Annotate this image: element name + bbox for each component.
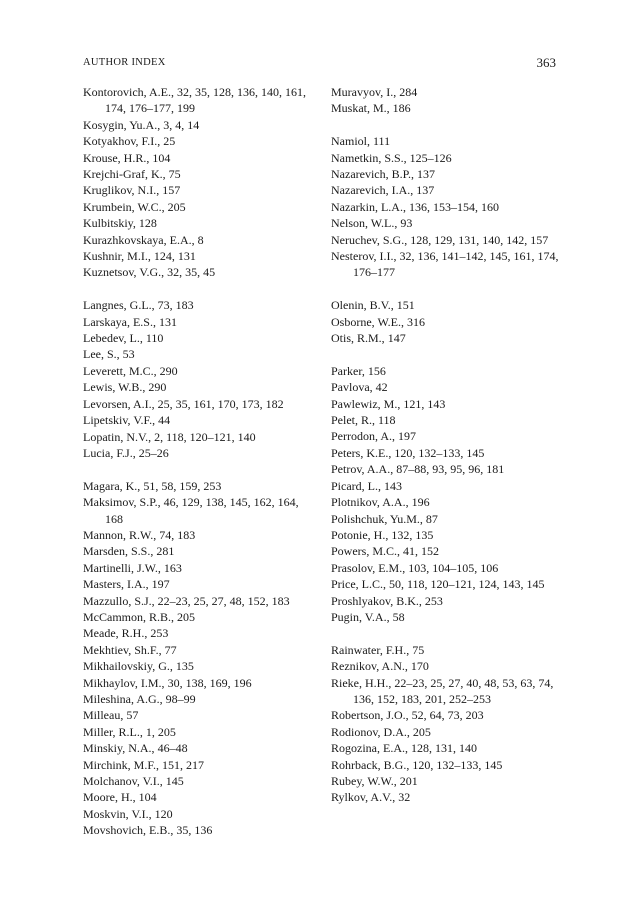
index-entry — [83, 478, 318, 494]
entry-author-name: Pavlova, — [331, 380, 373, 395]
index-entry — [331, 297, 566, 313]
entry-author-name: Kulbitskiy, — [83, 216, 136, 231]
entry-page-refs: 253 — [150, 626, 169, 641]
entry-author-name: Levorsen, A.I., — [83, 396, 155, 411]
entry-author-name: Nazarevich, B.P., — [331, 167, 414, 182]
index-entry — [83, 625, 318, 641]
index-entry — [83, 593, 318, 609]
entry-page-refs: 143 — [384, 478, 402, 493]
entry-author-name: Langnes, G.L., — [83, 298, 155, 313]
entry-author-name: Robertson, J.O., — [331, 708, 409, 723]
entry-page-refs: 290 — [148, 380, 167, 395]
entry-author-name: McCammon, R.B., — [83, 609, 175, 624]
entry-author-name: Krejchi-Graf, K., — [83, 167, 166, 182]
entry-author-name: Kotyakhov, F.I., — [83, 134, 161, 149]
index-entry — [331, 314, 566, 330]
entry-page-refs: 44 — [158, 413, 171, 428]
entry-page-refs: 196 — [411, 495, 430, 510]
index-entry — [83, 691, 318, 707]
entry-page-refs: 1, 205 — [145, 724, 176, 739]
index-entry — [331, 494, 566, 510]
entry-author-name: Mannon, R.W., — [83, 527, 157, 542]
index-entry — [331, 428, 566, 444]
entry-author-name: Peters, K.E., — [331, 445, 392, 460]
entry-page-refs: 41, 152 — [403, 544, 440, 559]
index-entry — [83, 182, 318, 198]
index-entry — [331, 724, 566, 740]
entry-page-refs: 32, 35, 128, 136, 140, 161, 174, 176–177, 199 — [105, 85, 306, 116]
entry-page-refs: 93 — [400, 216, 413, 231]
index-entry — [331, 773, 566, 789]
entry-page-refs: 58 — [392, 609, 405, 624]
letter-group-gap — [83, 461, 318, 477]
entry-author-name: Rogozina, E.A., — [331, 741, 408, 756]
entry-author-name: Nesterov, I.I., — [331, 249, 397, 264]
entry-author-name: Plotnikov, A.A., — [331, 495, 409, 510]
index-entry — [83, 757, 318, 773]
index-entry — [331, 478, 566, 494]
index-entry — [83, 445, 318, 461]
entry-page-refs: 316 — [407, 314, 425, 329]
entry-page-refs: 128, 129, 131, 140, 142, 157 — [410, 232, 549, 247]
entry-page-refs: 290 — [159, 363, 178, 378]
entry-author-name: Lucia, F.J., — [83, 445, 136, 460]
entry-author-name: Muravyov, I., — [331, 85, 397, 99]
index-entry — [331, 461, 566, 477]
entry-page-refs: 30, 138, 169, 196 — [167, 675, 252, 690]
index-entry — [83, 675, 318, 691]
index-entry — [331, 609, 566, 625]
index-entry — [83, 806, 318, 822]
entry-author-name: Mikhailovskiy, G., — [83, 659, 173, 674]
entry-author-name: Nazarevich, I.A., — [331, 183, 414, 198]
entry-page-refs: 156 — [367, 363, 386, 378]
entry-author-name: Mirchink, M.F., — [83, 757, 160, 772]
index-entry — [83, 560, 318, 576]
entry-page-refs: 74, 183 — [159, 527, 196, 542]
entry-page-refs: 51, 58, 159, 253 — [143, 478, 222, 493]
entry-author-name: Milleau, — [83, 708, 124, 723]
entry-author-name: Nametkin, S.S., — [331, 150, 407, 165]
entry-page-refs: 120, 132–133, 145 — [394, 445, 485, 460]
letter-group-gap — [331, 281, 566, 297]
index-entry — [331, 396, 566, 412]
entry-page-refs: 137 — [416, 183, 435, 198]
entry-author-name: Krouse, H.R., — [83, 150, 150, 165]
entry-page-refs: 197 — [151, 577, 170, 592]
entry-page-refs: 121, 143 — [403, 396, 446, 411]
entry-page-refs: 98–99 — [165, 692, 196, 706]
entry-page-refs: 32, 35, 45 — [167, 265, 216, 280]
index-entry — [83, 84, 318, 117]
entry-author-name: Namiol, — [331, 134, 370, 149]
entry-page-refs: 253 — [424, 593, 443, 608]
entry-author-name: Nazarkin, L.A., — [331, 199, 406, 214]
index-column-right — [331, 84, 566, 806]
entry-page-refs: 46–48 — [157, 741, 188, 756]
entry-author-name: Maksimov, S.P., — [83, 495, 161, 510]
entry-author-name: Lipetskiv, V.F., — [83, 413, 156, 428]
entry-author-name: Proshlyakov, B.K., — [331, 593, 422, 608]
entry-page-refs: 197 — [398, 429, 416, 444]
entry-page-refs: 128 — [138, 216, 157, 231]
index-entry — [331, 215, 566, 231]
entry-author-name: Meade, R.H., — [83, 626, 148, 641]
index-entry — [83, 346, 318, 362]
entry-author-name: Kosygin, Yu.A., — [83, 117, 161, 132]
entry-page-refs: 118 — [378, 413, 396, 428]
entry-author-name: Mikhaylov, I.M., — [83, 675, 165, 690]
entry-author-name: Price, L.C., — [331, 577, 386, 592]
entry-page-refs: 50, 118, 120–121, 124, 143, 145 — [389, 577, 545, 592]
entry-author-name: Leverett, M.C., — [83, 363, 157, 378]
entry-page-refs: 25 — [163, 134, 176, 149]
index-entry — [83, 609, 318, 625]
index-entry — [83, 150, 318, 166]
entry-author-name: Petrov, A.A., — [331, 462, 394, 477]
entry-page-refs: 136, 153–154, 160 — [408, 199, 499, 214]
index-entry — [331, 248, 566, 281]
index-entry — [83, 773, 318, 789]
index-entry — [83, 133, 318, 149]
entry-author-name: Krumbein, W.C., — [83, 199, 165, 214]
index-entry — [331, 757, 566, 773]
index-entry — [83, 199, 318, 215]
entry-page-refs: 8 — [197, 232, 204, 247]
index-entry — [83, 412, 318, 428]
index-entry — [331, 379, 566, 395]
entry-page-refs: 151, 217 — [162, 757, 205, 772]
entry-page-refs: 201 — [399, 774, 418, 788]
page-number: 363 — [536, 55, 556, 70]
entry-page-refs: 111 — [373, 134, 391, 149]
entry-author-name: Osborne, W.E., — [331, 314, 404, 329]
index-entry — [83, 543, 318, 559]
entry-author-name: Nelson, W.L., — [331, 216, 398, 231]
entry-author-name: Rubey, W.W., — [331, 774, 397, 788]
entry-page-refs: 73, 183 — [157, 298, 194, 313]
entry-author-name: Mazzullo, S.J., — [83, 593, 155, 608]
entry-author-name: Muskat, M., — [331, 101, 390, 116]
entry-author-name: Moore, H., — [83, 790, 136, 805]
entry-author-name: Picard, L., — [331, 478, 381, 493]
entry-page-refs: 57 — [126, 708, 139, 723]
letter-group-gap — [331, 117, 566, 133]
entry-page-refs: 32 — [398, 790, 411, 805]
entry-page-refs: 151 — [396, 298, 415, 313]
index-entry — [331, 560, 566, 576]
entry-author-name: Larskaya, E.S., — [83, 314, 156, 329]
entry-page-refs: 163 — [163, 560, 182, 575]
index-entry — [83, 707, 318, 723]
index-entry — [83, 330, 318, 346]
entry-page-refs: 170 — [410, 659, 429, 674]
entry-author-name: Molchanov, V.I., — [83, 774, 163, 789]
entry-page-refs: 87 — [425, 511, 438, 526]
entry-page-refs: 104 — [152, 150, 171, 165]
entry-page-refs: 87–88, 93, 95, 96, 181 — [396, 462, 505, 477]
entry-page-refs: 3, 4, 14 — [163, 117, 200, 132]
index-entry — [331, 576, 566, 592]
index-entry — [83, 248, 318, 264]
entry-page-refs: 124, 131 — [153, 249, 196, 264]
entry-author-name: Prasolov, E.M., — [331, 560, 406, 575]
index-entry — [331, 199, 566, 215]
index-entry — [83, 264, 318, 280]
entry-page-refs: 120 — [154, 806, 173, 821]
entry-page-refs: 46, 129, 138, 145, 162, 164, 168 — [105, 495, 299, 526]
index-entry — [83, 363, 318, 379]
entry-author-name: Magara, K., — [83, 478, 141, 493]
index-entry — [83, 166, 318, 182]
entry-page-refs: 52, 64, 73, 203 — [411, 708, 484, 723]
index-entry — [83, 494, 318, 527]
entry-author-name: Mekhtiev, Sh.F., — [83, 642, 162, 657]
index-entry — [83, 429, 318, 445]
entry-author-name: Kurazhkovskaya, E.A., — [83, 232, 195, 247]
entry-page-refs: 147 — [387, 331, 406, 346]
letter-group-gap — [331, 625, 566, 641]
index-entry — [331, 707, 566, 723]
entry-author-name: Masters, I.A., — [83, 577, 149, 592]
index-entry — [331, 675, 566, 708]
entry-page-refs: 131 — [158, 314, 177, 329]
index-entry — [331, 740, 566, 756]
index-entry — [83, 379, 318, 395]
index-entry — [331, 150, 566, 166]
entry-author-name: Mileshina, A.G., — [83, 692, 163, 706]
entry-author-name: Lopatin, N.V., — [83, 429, 152, 444]
index-entry — [331, 789, 566, 805]
index-entry — [331, 593, 566, 609]
entry-author-name: Martinelli, J.W., — [83, 560, 161, 575]
entry-author-name: Reznikov, A.N., — [331, 659, 408, 674]
entry-author-name: Parker, — [331, 363, 365, 378]
entry-page-refs: 22–23, 25, 27, 48, 152, 183 — [157, 593, 290, 608]
index-entry — [83, 658, 318, 674]
index-entry — [83, 740, 318, 756]
entry-author-name: Kushnir, M.I., — [83, 249, 151, 264]
entry-author-name: Pugin, V.A., — [331, 609, 390, 624]
entry-author-name: Neruchev, S.G., — [331, 232, 408, 247]
letter-group-gap — [331, 346, 566, 362]
index-entry — [331, 543, 566, 559]
entry-page-refs: 22–23, 25, 27, 40, 48, 53, 63, 74, 136, 152, 183, 201, 252–253 — [353, 675, 554, 706]
index-entry — [83, 642, 318, 658]
entry-page-refs: 145 — [165, 774, 184, 789]
index-entry — [331, 412, 566, 428]
index-entry — [83, 576, 318, 592]
entry-author-name: Polishchuk, Yu.M., — [331, 511, 423, 526]
entry-author-name: Powers, M.C., — [331, 544, 401, 559]
entry-page-refs: 186 — [392, 101, 411, 116]
index-entry — [83, 232, 318, 248]
entry-page-refs: 110 — [145, 331, 164, 346]
entry-page-refs: 281 — [156, 544, 175, 559]
entry-page-refs: 128, 131, 140 — [411, 741, 477, 756]
entry-author-name: Kontorovich, A.E., — [83, 85, 174, 99]
index-column-left — [83, 84, 318, 839]
entry-author-name: Kruglikov, N.I., — [83, 183, 160, 198]
entry-page-refs: 2, 118, 120–121, 140 — [154, 429, 256, 444]
index-entry — [331, 363, 566, 379]
entry-page-refs: 125–126 — [409, 150, 452, 165]
entry-page-refs: 32, 136, 141–142, 145, 161, 174, 176–177 — [353, 249, 559, 280]
index-entry — [331, 330, 566, 346]
entry-author-name: Otis, R.M., — [331, 331, 385, 346]
index-entry — [331, 642, 566, 658]
entry-author-name: Rylkov, A.V., — [331, 790, 396, 805]
index-entry — [331, 527, 566, 543]
index-entry — [83, 297, 318, 313]
entry-author-name: Potonie, H., — [331, 527, 389, 542]
index-entry — [83, 117, 318, 133]
entry-page-refs: 75 — [168, 167, 181, 182]
entry-author-name: Pawlewiz, M., — [331, 396, 401, 411]
index-entry — [331, 511, 566, 527]
entry-author-name: Rieke, H.H., — [331, 675, 392, 690]
entry-page-refs: 137 — [416, 167, 435, 182]
index-entry — [331, 166, 566, 182]
running-title: AUTHOR INDEX — [83, 57, 166, 68]
entry-author-name: Rainwater, F.H., — [331, 642, 410, 657]
entry-page-refs: 157 — [162, 183, 181, 198]
entry-author-name: Rohrback, B.G., — [331, 757, 410, 772]
entry-page-refs: 135 — [175, 659, 194, 674]
index-entry — [83, 724, 318, 740]
entry-author-name: Lewis, W.B., — [83, 380, 146, 395]
index-entry — [331, 100, 566, 116]
entry-author-name: Movshovich, E.B., — [83, 823, 174, 838]
entry-page-refs: 120, 132–133, 145 — [412, 757, 503, 772]
entry-page-refs: 77 — [164, 642, 177, 657]
entry-author-name: Lebedev, L., — [83, 331, 143, 346]
entry-author-name: Moskvin, V.I., — [83, 806, 152, 821]
entry-page-refs: 132, 135 — [391, 527, 434, 542]
entry-author-name: Rodionov, D.A., — [331, 724, 410, 739]
entry-page-refs: 53 — [122, 347, 135, 362]
entry-page-refs: 25, 35, 161, 170, 173, 182 — [157, 396, 284, 411]
entry-author-name: Perrodon, A., — [331, 429, 395, 444]
entry-page-refs: 25–26 — [138, 445, 169, 460]
entry-page-refs: 205 — [177, 609, 196, 624]
index-entry — [83, 314, 318, 330]
entry-page-refs: 42 — [375, 380, 388, 395]
entry-page-refs: 104 — [138, 790, 157, 805]
entry-page-refs: 75 — [412, 642, 425, 657]
entry-author-name: Marsden, S.S., — [83, 544, 154, 559]
index-entry — [331, 232, 566, 248]
entry-page-refs: 35, 136 — [176, 823, 213, 838]
index-entry — [331, 445, 566, 461]
page-header — [83, 55, 556, 71]
entry-page-refs: 103, 104–105, 106 — [408, 560, 499, 575]
index-entry — [83, 396, 318, 412]
index-entry — [331, 182, 566, 198]
letter-group-gap — [83, 281, 318, 297]
index-entry — [331, 84, 566, 100]
entry-author-name: Kuznetsov, V.G., — [83, 265, 165, 280]
index-entry — [83, 527, 318, 543]
entry-author-name: Miller, R.L., — [83, 724, 143, 739]
entry-author-name: Lee, S., — [83, 347, 120, 362]
index-entry — [331, 658, 566, 674]
entry-author-name: Pelet, R., — [331, 413, 375, 428]
entry-page-refs: 284 — [399, 85, 418, 99]
entry-author-name: Minskiy, N.A., — [83, 741, 155, 756]
index-entry — [83, 215, 318, 231]
index-entry — [331, 133, 566, 149]
entry-page-refs: 205 — [167, 199, 186, 214]
entry-page-refs: 205 — [412, 724, 431, 739]
index-entry — [83, 789, 318, 805]
index-entry — [83, 822, 318, 838]
entry-author-name: Olenin, B.V., — [331, 298, 394, 313]
